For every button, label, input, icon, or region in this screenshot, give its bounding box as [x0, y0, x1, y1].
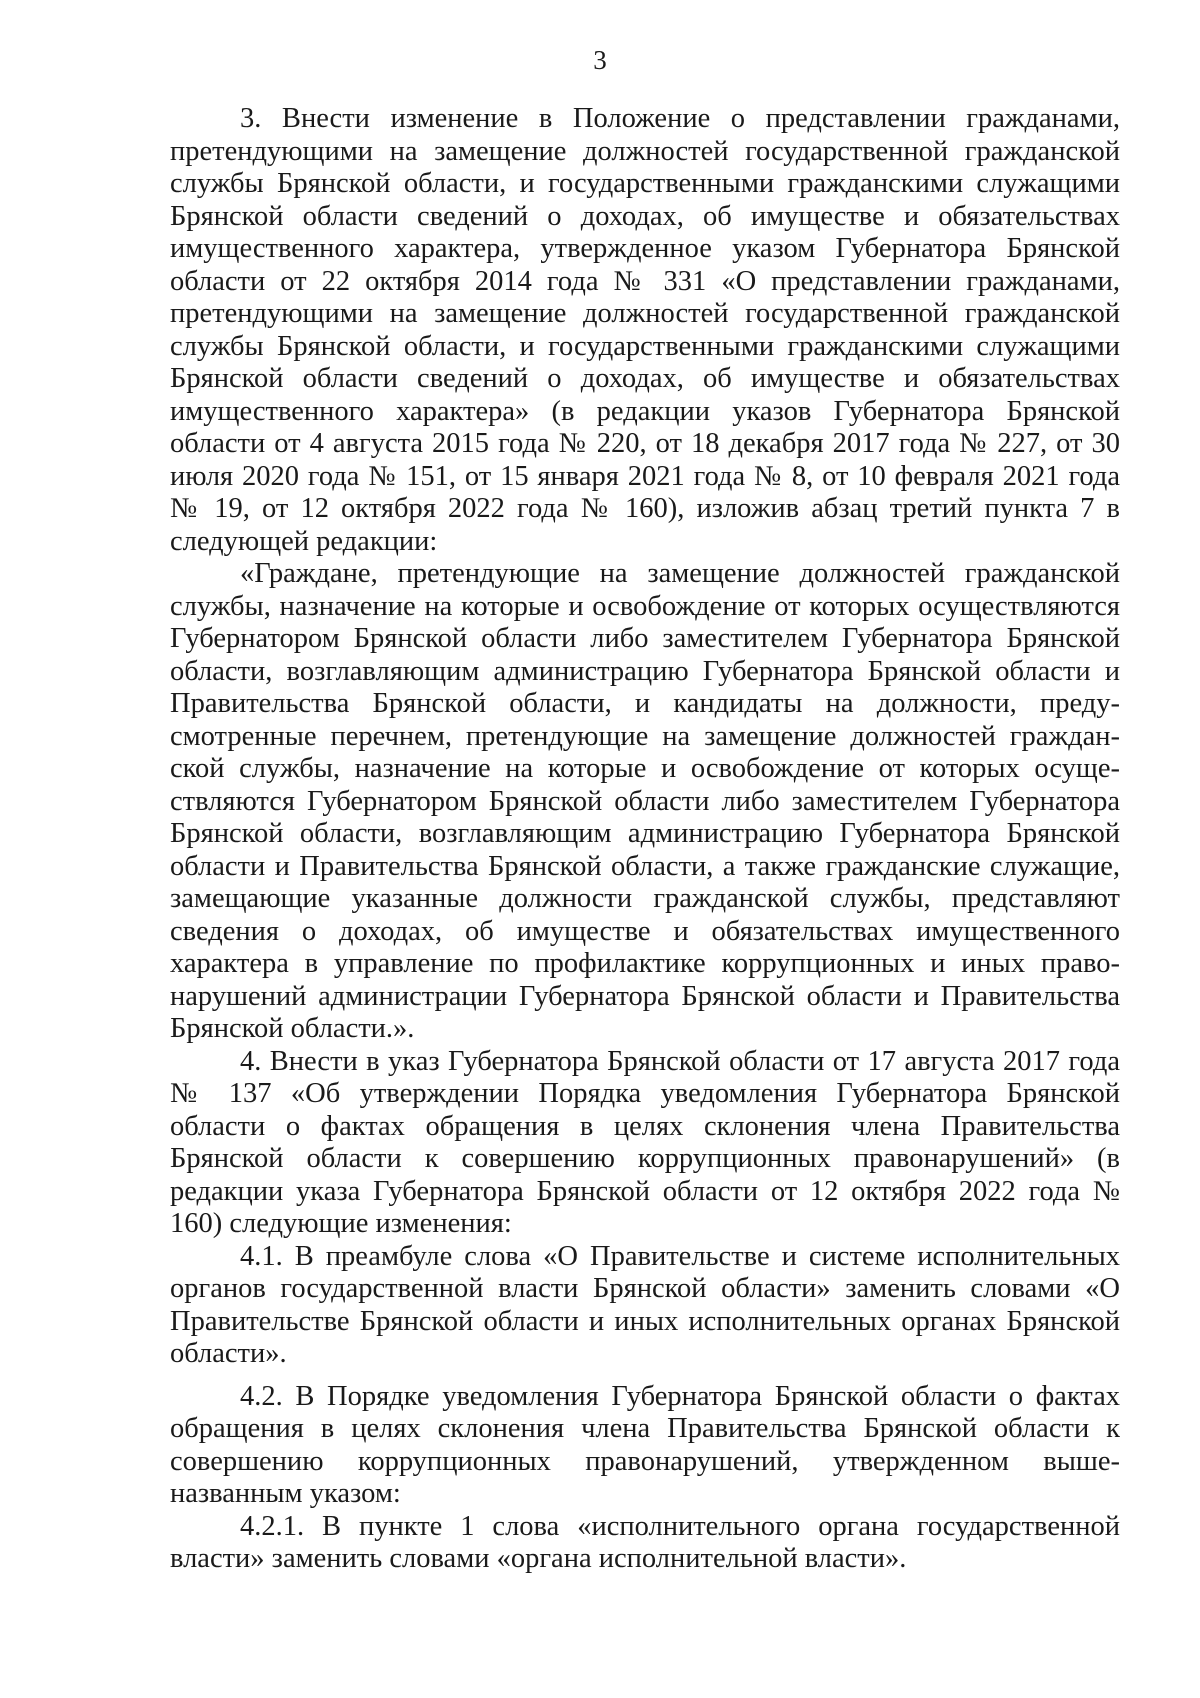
paragraph-quoted-text: «Граждане, претендующие на замещение должностей гражданской службы, назначение на которые и освобождение от которых осуществляются Губернатором Брянской области либо заместителем Губернатора Брянской области, возглавляющим администрацию Губернатора Брянской области и Правительства Брянской области, и кандидаты на должности, предусмотренные перечнем, претендующие на замещение должностей гражданской службы, назначение на которые и освобождение от которых осуществляются Губернатором Брянской области либо заместителем Губернатора Брянской области, возглавляющим администрацию Губернатора Брянской области и Правительства Брянской области, а также гражданские служащие, замещающие указанные должности гражданской службы, представляют сведения о доходах, об имуществе и обязательствах имущественного характера в управление по профилактике коррупционных и иных правонарушений администрации Губернатора Брянской области и Правительства Брянской области.».	[170, 558, 1120, 1044]
paragraph-item-4-1: 4.1. В преамбуле слова «О Правительстве и системе исполнительных органов государственной власти Брянской области» заменить словами «О Правительстве Брянской области и иных исполнительных органах Брянской области».	[170, 1240, 1120, 1369]
paragraph-item-4-2: 4.2. В Порядке уведомления Губернатора Брянской области о фактах обращения в целях склонения члена Правительства Брянской области к совершению коррупционных правонарушений, утвержденном вышеназванным указом:	[170, 1380, 1120, 1509]
paragraph-item-3: 3. Внести изменение в Положение о представлении гражданами, претендующими на замещение должностей государственной гражданской службы Брянской области, и государственными гражданскими служащими Брянской области сведений о доходах, об имуществе и обязательствах имущественного характера, утвержденное указом Губернатора Брянской области от 22 октября 2014 года № 331 «О представлении гражданами, претендующими на замещение должностей государственной гражданской службы Брянской области, и государственными гражданскими служащими Брянской области сведений о доходах, об имуществе и обязательствах имущественного характера» (в редакции указов Губернатора Брянской области от 4 августа 2015 года № 220, от 18 декабря 2017 года № 227, от 30 июля 2020 года № 151, от 15 января 2021 года № 8, от 10 февраля 2021 года № 19, от 12 октября 2022 года № 160), изложив абзац третий пункта 7 в следующей редакции:	[170, 103, 1120, 557]
paragraph-item-4: 4. Внести в указ Губернатора Брянской области от 17 августа 2017 года № 137 «Об утверждении Порядка уведомления Губернатора Брянской области о фактах обращения в целях склонения члена Правительства Брянской области к совершению коррупционных правонарушений» (в редакции указа Губернатора Брянской области от 12 октября 2022 года № 160) следующие изменения:	[170, 1045, 1120, 1239]
paragraph-item-4-2-1: 4.2.1. В пункте 1 слова «исполнительного органа государственной власти» заменить словами «органа исполнительной власти».	[170, 1510, 1120, 1574]
page-number: 3	[593, 45, 607, 75]
document-body	[170, 103, 1120, 1576]
